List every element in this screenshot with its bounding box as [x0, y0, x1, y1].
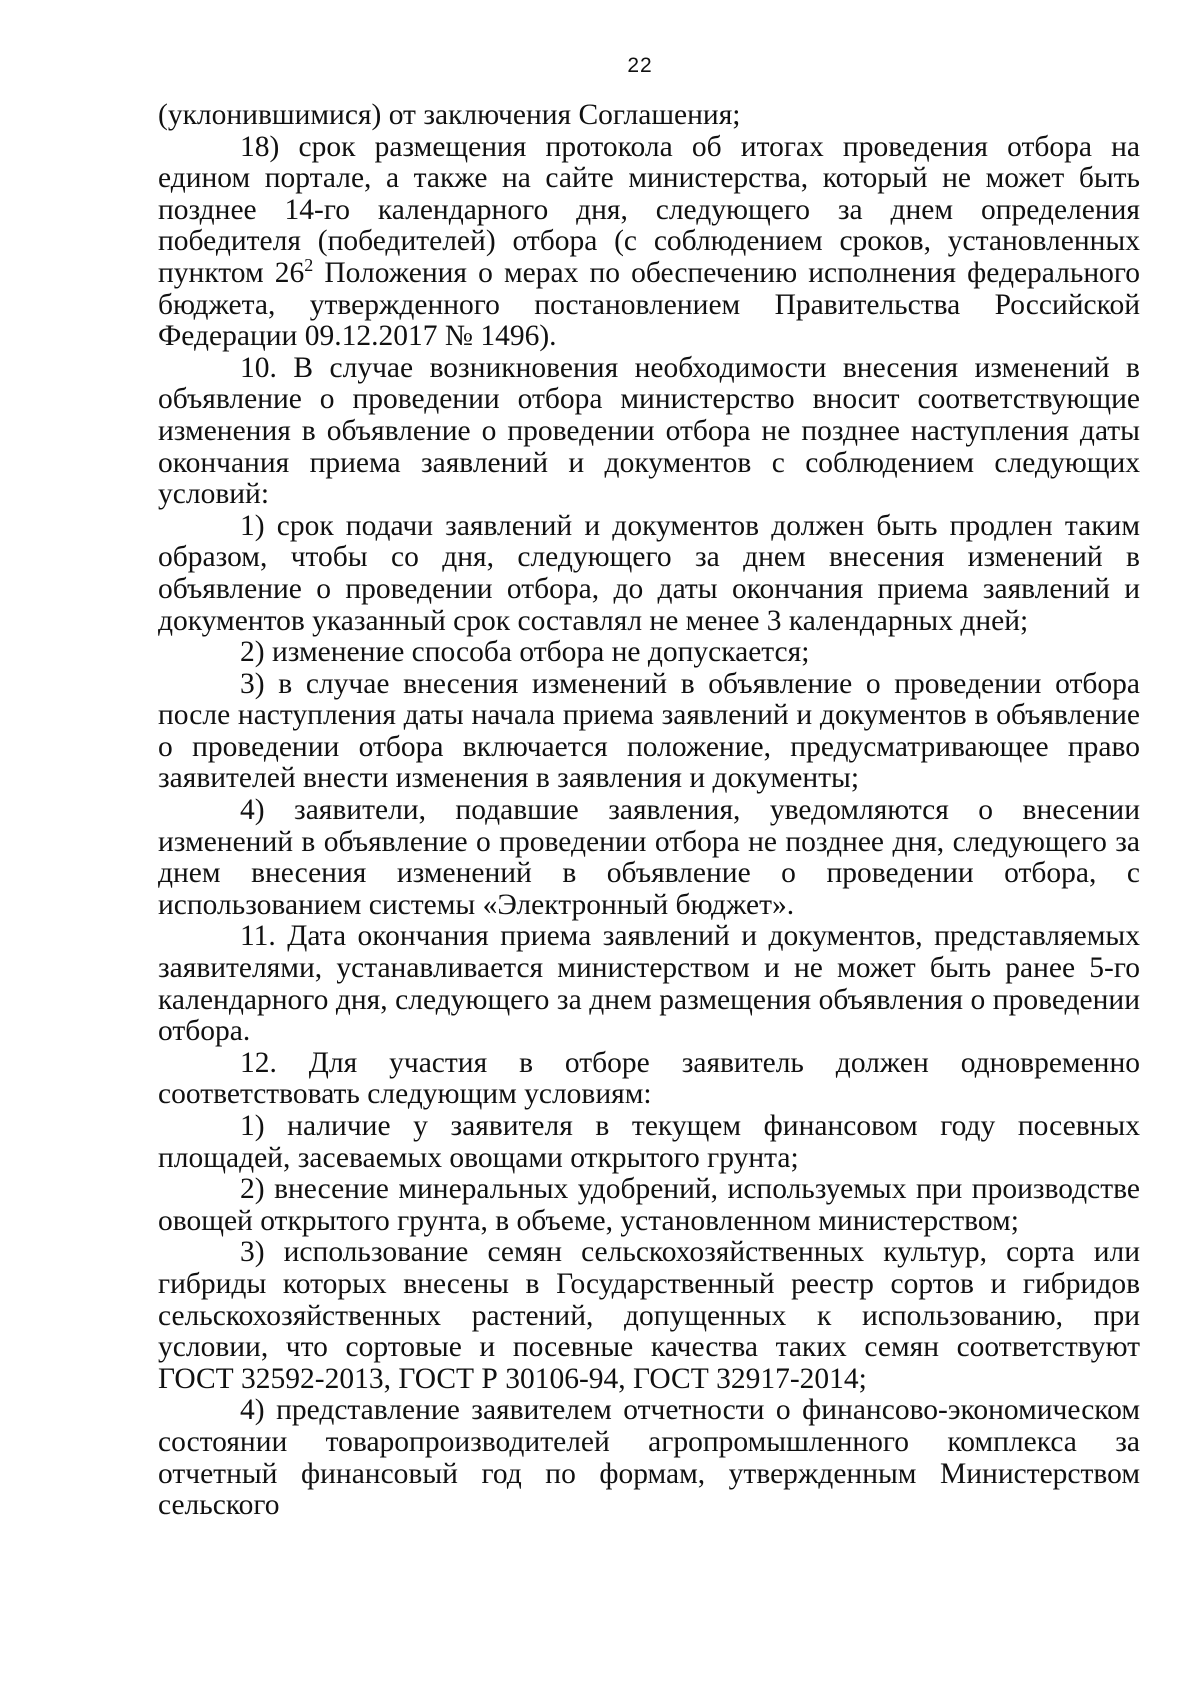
paragraph-clause-12-item-1: 1) наличие у заявителя в текущем финансовом году посевных площадей, засеваемых овощами открытого грунта;: [158, 1110, 1140, 1174]
paragraph-clause-12-item-3: 3) использование семян сельскохозяйственных культур, сорта или гибриды которых внесены в Государственный реестр сортов и гибридов сельскохозяйственных растений, допущенных к использованию, при условии, что сортовые и посевные качества таких семян соответствуют ГОСТ 32592-2013, ГОСТ Р 30106-94, ГОСТ 32917-2014;: [158, 1236, 1140, 1395]
paragraph-clause-11: 11. Дата окончания приема заявлений и документов, представляемых заявителями, устанавливается министерством и не может быть ранее 5-го календарного дня, следующего за днем размещения объявления о проведении отбора.: [158, 920, 1140, 1048]
paragraph-clause-10-item-4: 4) заявители, подавшие заявления, уведомляются о внесении изменений в объявление о проведении отбора не позднее дня, следующего за днем внесения изменений в объявление о проведении отбора, с использованием системы «Электронный бюджет».: [158, 794, 1140, 921]
document-body: [158, 100, 1140, 1522]
paragraph-clause-12-item-4: 4) представление заявителем отчетности о финансово-экономическом состоянии товаропроизводителей агропромышленного комплекса за отчетный финансовый год по формам, утвержденным Министерством сельского: [158, 1394, 1140, 1522]
paragraph-clause-10-item-1: 1) срок подачи заявлений и документов должен быть продлен таким образом, чтобы со дня, следующего за днем внесения изменений в объявление о проведении отбора, до даты окончания приема заявлений и документов указанный срок составлял не менее 3 календарных дней;: [158, 509, 1140, 637]
paragraph-clause-10-item-3: 3) в случае внесения изменений в объявление о проведении отбора после наступления даты начала приема заявлений и документов в объявление о проведении отбора включается положение, предусматривающее право заявителей внести изменения в заявления и документы;: [158, 667, 1140, 795]
superscript: 2: [304, 255, 314, 276]
paragraph-continuation: (уклонившимися) от заключения Соглашения;: [158, 99, 741, 131]
paragraph-item-18: [158, 132, 1140, 353]
paragraph-item-18-tail: Положения о мерах по обеспечению исполнения федерального бюджета, утвержденного постановлением Правительства Российской Федерации 09.12.2017 № 1496).: [158, 256, 1140, 353]
paragraph-clause-10: 10. В случае возникновения необходимости внесения изменений в объявление о проведении отбора министерство вносит соответствующие изменения в объявление о проведении отбора не позднее наступления даты окончания приема заявлений и документов с соблюдением следующих условий:: [158, 351, 1140, 511]
page-number: 22: [627, 54, 653, 77]
paragraph-item-18-text: 18) срок размещения протокола об итогах проведения отбора на едином портале, а также на сайте министерства, который не может быть позднее 14-го календарного дня, следующего за днем определения победителя (победителей) отбора (с соблюдением сроков, установленных пунктом 26: [158, 130, 1140, 289]
paragraph-clause-12-item-2: 2) внесение минеральных удобрений, используемых при производстве овощей открытого грунта, в объеме, установленном министерством;: [158, 1173, 1140, 1237]
paragraph-clause-12: 12. Для участия в отборе заявитель должен одновременно соответствовать следующим условиям:: [158, 1046, 1140, 1111]
paragraph-clause-10-item-2: 2) изменение способа отбора не допускается;: [240, 636, 810, 669]
